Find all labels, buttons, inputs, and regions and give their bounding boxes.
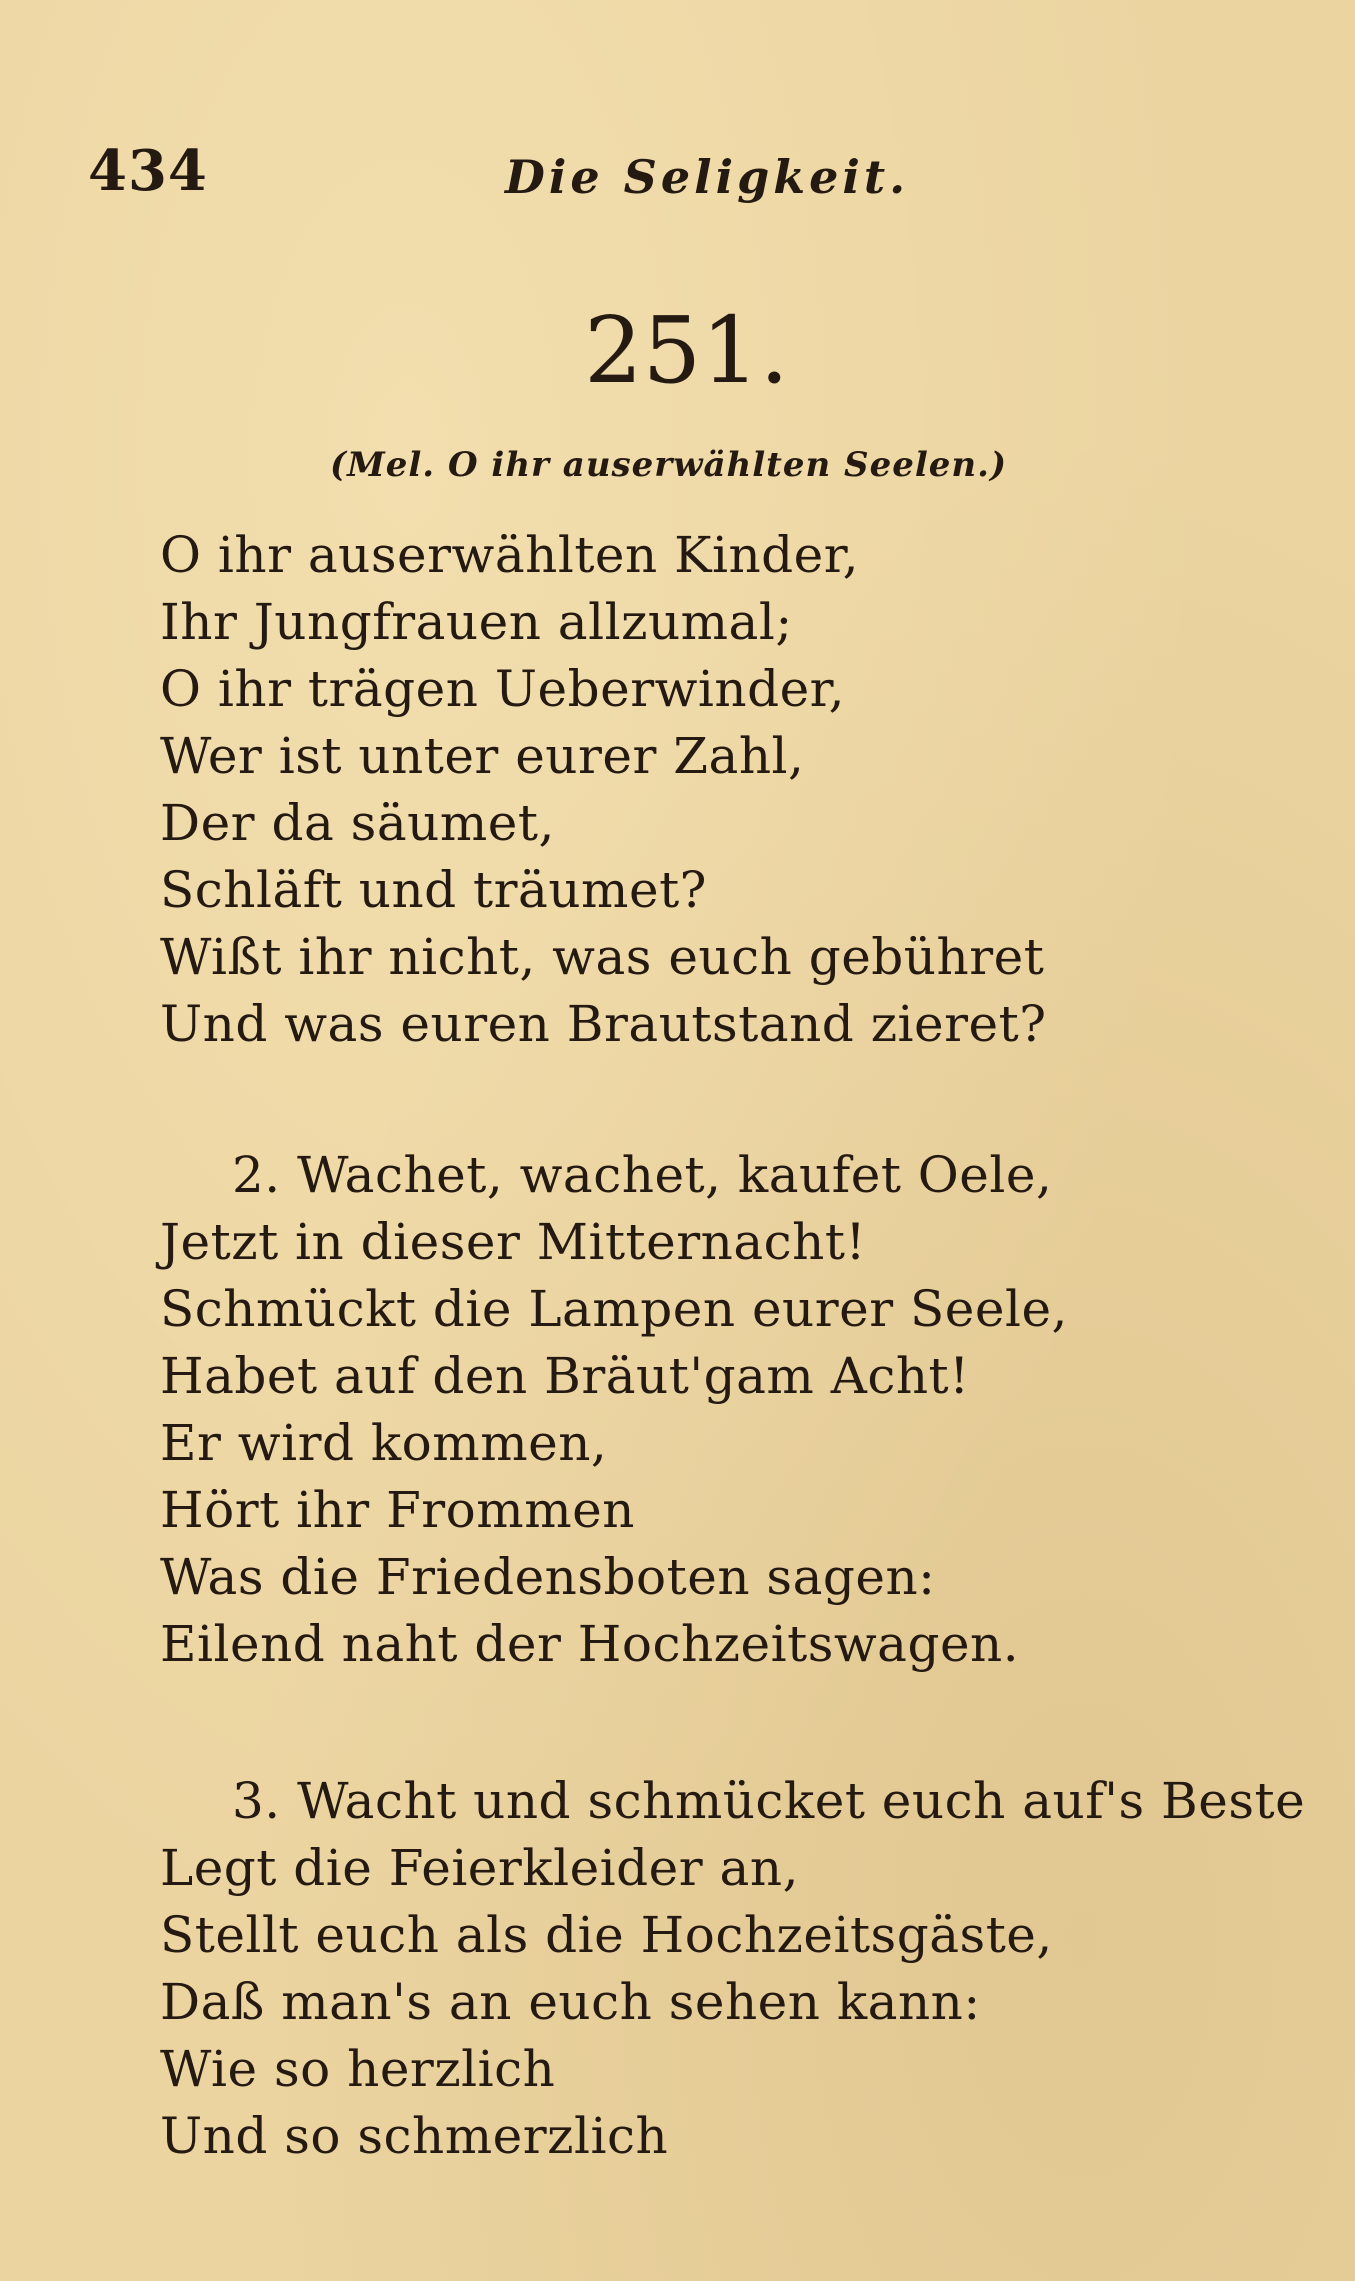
verse-line: Was die Friedensboten sagen: bbox=[160, 1548, 936, 1606]
verse-line: Jetzt in dieser Mitternacht! bbox=[160, 1213, 867, 1271]
verse-line: Ihr Jungfrauen allzumal; bbox=[160, 593, 793, 651]
verse-line: 2. Wachet, wachet, kaufet Oele, bbox=[232, 1146, 1053, 1204]
verse-line: Hört ihr Frommen bbox=[160, 1481, 635, 1539]
page-number: 434 bbox=[88, 138, 208, 204]
verse-line: Legt die Feierkleider an, bbox=[160, 1839, 799, 1897]
running-head: Die Seligkeit. bbox=[505, 150, 910, 204]
verse-line: O ihr trägen Ueberwinder, bbox=[160, 660, 845, 718]
verse-line: O ihr auserwählten Kinder, bbox=[160, 526, 860, 584]
verse-line: Und was euren Brautstand zieret? bbox=[160, 995, 1047, 1053]
verse-line: Wißt ihr nicht, was euch gebühret bbox=[160, 928, 1045, 986]
verse-line: Wer ist unter eurer Zahl, bbox=[160, 727, 805, 785]
verse-line: 3. Wacht und schmücket euch auf's Beste bbox=[232, 1772, 1306, 1830]
verse-line: Daß man's an euch sehen kann: bbox=[160, 1973, 981, 2031]
verse-line: Schmückt die Lampen eurer Seele, bbox=[160, 1280, 1068, 1338]
verse-line: Und so schmerzlich bbox=[160, 2107, 669, 2165]
hymn-number: 251. bbox=[584, 297, 789, 404]
stanza-1 bbox=[160, 522, 1047, 1058]
verse-line: Stellt euch als die Hochzeitsgäste, bbox=[160, 1906, 1053, 1964]
verse-line: Der da säumet, bbox=[160, 794, 555, 852]
stanza-2 bbox=[160, 1142, 1068, 1678]
melody-reference: (Mel. O ihr auserwählten Seelen.) bbox=[330, 445, 1008, 485]
verse-line: Schläft und träumet? bbox=[160, 861, 707, 919]
verse-line: Er wird kommen, bbox=[160, 1414, 608, 1472]
verse-line: Wie so herzlich bbox=[160, 2040, 556, 2098]
verse-line: Habet auf den Bräut'gam Acht! bbox=[160, 1347, 970, 1405]
stanza-3 bbox=[160, 1768, 1305, 2170]
verse-line: Eilend naht der Hochzeitswagen. bbox=[160, 1615, 1020, 1673]
